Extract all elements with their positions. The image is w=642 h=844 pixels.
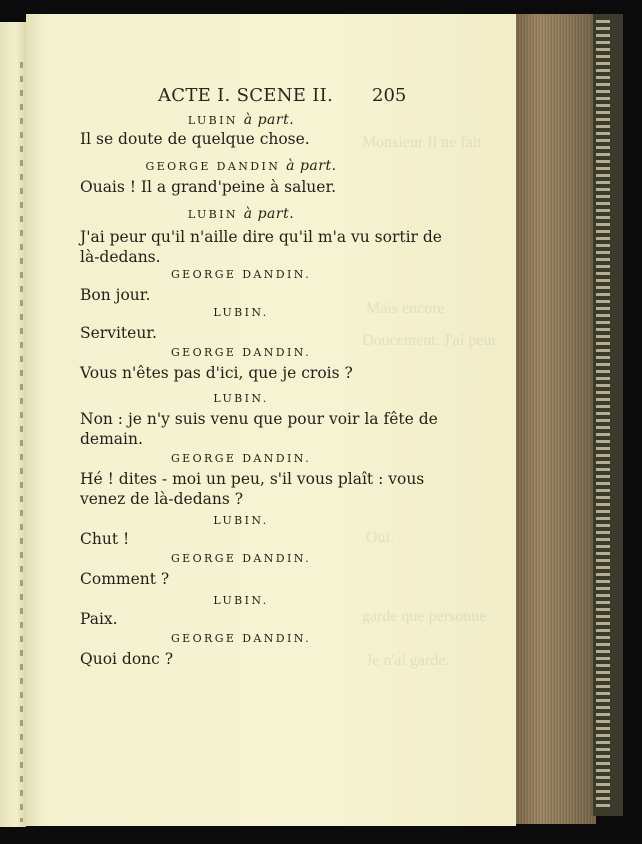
speaker-label: GEORGE DANDIN. — [170, 552, 311, 565]
bleed-through-text: Mais encore — [366, 300, 445, 317]
dialogue-line: Non : je n'y suis venu que pour voir la fête de — [80, 410, 438, 428]
bleed-through-text: Doucement. J'ai peur — [362, 332, 497, 349]
speaker-label: LUBIN. — [213, 594, 269, 607]
page-number: 205 — [372, 85, 407, 106]
bleed-through-text: Je n'ai garde. — [366, 652, 450, 669]
dialogue-line: venez de là-dedans ? — [80, 490, 244, 508]
speaker-label: GEORGE DANDIN. — [170, 346, 311, 359]
running-head — [0, 85, 642, 107]
speaker-name — [76, 268, 406, 281]
dialogue-line: Vous n'êtes pas d'ici, que je crois ? — [80, 364, 353, 382]
speaker-name — [76, 632, 406, 645]
speaker-name — [76, 392, 406, 405]
speaker-name — [76, 158, 406, 174]
speaker-label: LUBIN. — [213, 306, 269, 319]
dialogue-line: Quoi donc ? — [80, 650, 174, 668]
dialogue-line: J'ai peur qu'il n'aille dire qu'il m'a vu sortir de — [80, 228, 442, 246]
speaker-name — [76, 346, 406, 359]
bleed-through-text: Oui. — [366, 529, 394, 546]
speaker-label: GEORGE DANDIN. — [170, 268, 311, 281]
dialogue-line: Paix. — [80, 610, 118, 628]
stage-direction: à part. — [243, 112, 295, 128]
speaker-name — [76, 452, 406, 465]
dialogue-line: là-dedans. — [80, 248, 161, 266]
running-title: ACTE I. SCENE II. — [158, 85, 334, 106]
dialogue-line: Serviteur. — [80, 324, 157, 342]
speaker-name — [76, 514, 406, 527]
speaker-name — [76, 552, 406, 565]
speaker-label: LUBIN. — [213, 392, 269, 405]
dialogue-line: Bon jour. — [80, 286, 151, 304]
speaker-name — [76, 594, 406, 607]
speaker-label: LUBIN — [187, 208, 238, 221]
bleed-through-text: garde que personne — [362, 608, 487, 625]
dialogue-line: Ouais ! Il a grand'peine à saluer. — [80, 178, 337, 196]
dialogue-line: Il se doute de quelque chose. — [80, 130, 310, 148]
binding-stitching — [20, 62, 23, 822]
left-page-edge — [0, 22, 26, 827]
speaker-label: GEORGE DANDIN — [145, 160, 281, 173]
speaker-label: GEORGE DANDIN. — [170, 452, 311, 465]
bleed-through-text: Monsieur Il ne fait — [362, 134, 482, 151]
page-block-shadow — [516, 14, 596, 824]
dialogue-line: demain. — [80, 430, 143, 448]
dialogue-line: Hé ! dites - moi un peu, s'il vous plaît : vous — [80, 470, 425, 488]
dialogue-line: Chut ! — [80, 530, 130, 548]
speaker-name — [76, 112, 406, 128]
speaker-label: LUBIN. — [213, 514, 269, 527]
stage-direction: à part. — [286, 158, 337, 174]
speaker-name — [76, 206, 406, 222]
dialogue-line: Comment ? — [80, 570, 170, 588]
speaker-label: LUBIN — [187, 114, 238, 127]
speaker-label: GEORGE DANDIN. — [170, 632, 311, 645]
speaker-name — [76, 306, 406, 319]
stage-direction: à part. — [243, 206, 295, 222]
cover-greek-key-border — [596, 20, 610, 810]
